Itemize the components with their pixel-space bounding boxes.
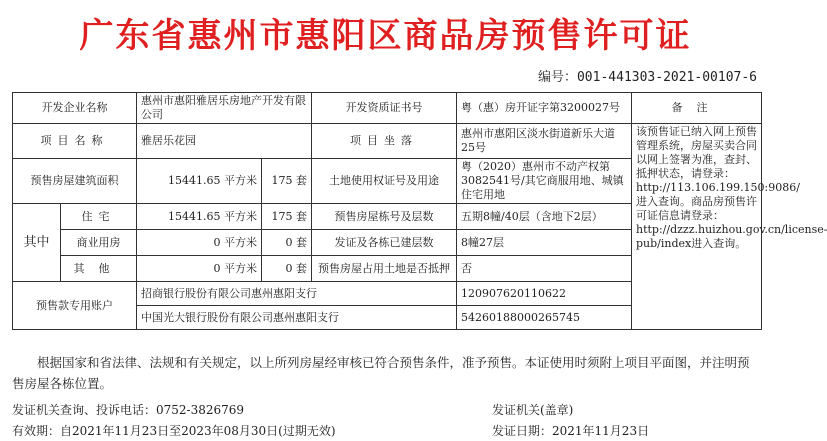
developer-name: 惠州市惠阳雅居乐房地产开发有限公司 [137, 93, 312, 124]
certificate-table [12, 92, 827, 330]
breakdown-area: 0 平方米 [137, 230, 262, 256]
certificate-serial-number: 编号：001-441303-2021-00107-6 [537, 70, 757, 85]
breakdown-group-label: 其中 [13, 204, 61, 282]
developer-label: 开发企业名称 [13, 93, 137, 124]
project-name-label: 项目名称 [13, 124, 137, 159]
certificate-title: 广东省惠州市惠阳区商品房预售许可证 [79, 16, 692, 56]
issuing-authority: 发证机关(盖章) [492, 403, 574, 417]
built-floors-label: 发证及各栋已建层数 [312, 230, 457, 256]
breakdown-area: 15441.65 平方米 [137, 204, 262, 230]
presale-area-label: 预售房屋建筑面积 [13, 159, 137, 204]
breakdown-type-label: 其他 [61, 256, 137, 282]
breakdown-units: 175 套 [262, 204, 312, 230]
breakdown-units: 0 套 [262, 230, 312, 256]
issue-date: 发证日期：2021年11月23日 [492, 424, 650, 438]
developer-row [13, 93, 762, 124]
breakdown-area: 0 平方米 [137, 256, 262, 282]
qualification-label: 开发资质证书号 [312, 93, 457, 124]
breakdown-type-label: 住宅 [61, 204, 137, 230]
remarks-text: 该预售证已纳入网上预售管理系统，房屋买卖合同以网上签署为准，查封、抵押状态，请登录：http://113.106.199.150:9086/进入查询。商品房预售许可证信息请登录：http://dzzz.huizhou.gov.cn/license-pub/index进入查询。 [632, 124, 762, 330]
presale-area-value: 15441.65 平方米 [137, 159, 262, 204]
qualification-number: 粤（惠）房开证字第3200027号 [457, 93, 632, 124]
land-mortgage-value: 否 [457, 256, 632, 282]
breakdown-units: 0 套 [262, 256, 312, 282]
presale-units-value: 175 套 [262, 159, 312, 204]
land-certificate-value: 粤（2020）惠州市不动产权第3082541号/其它商服用地、城镇住宅用地 [457, 159, 632, 204]
land-mortgage-label: 预售房屋占用土地是否抵押 [312, 256, 457, 282]
project-row [13, 124, 762, 159]
project-name: 雅居乐花园 [137, 124, 312, 159]
land-certificate-label: 土地使用权证号及用途 [312, 159, 457, 204]
complaint-hotline: 发证机关查询、投诉电话：0752-3826769 [12, 403, 245, 417]
account-number: 120907620110622 [457, 282, 632, 306]
account-bank: 中国光大银行股份有限公司惠州惠阳支行 [137, 306, 457, 330]
project-location: 惠州市惠阳区淡水街道新乐大道25号 [457, 124, 632, 159]
validity-period: 有效期：自2021年11月23日至2023年08月30日(过期无效) [12, 424, 336, 438]
account-label: 预售款专用账户 [13, 282, 137, 330]
building-floors-label: 预售房屋栋号及层数 [312, 204, 457, 230]
account-number: 54260188000265745 [457, 306, 632, 330]
project-location-label: 项目坐落 [312, 124, 457, 159]
account-bank: 招商银行股份有限公司惠州惠阳支行 [137, 282, 457, 306]
approval-statement: 根据国家和省法律、法规和有关规定，以上所列房屋经审核已符合预售条件，准予预售。本证使用时须附上项目平面图，并注明预售房屋各栋位置。 [12, 355, 750, 391]
built-floors-value: 8幢27层 [457, 230, 632, 256]
breakdown-type-label: 商业用房 [61, 230, 137, 256]
remarks-label: 备注 [632, 93, 762, 124]
building-floors-value: 五期8幢/40层（含地下2层） [457, 204, 632, 230]
